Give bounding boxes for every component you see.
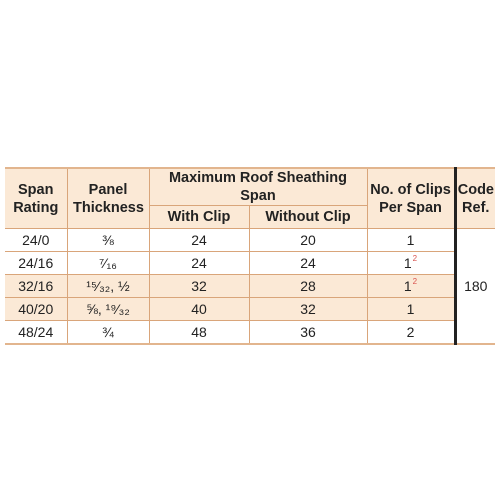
clips-value: 1 xyxy=(406,232,415,248)
cell-thickness: ¹⁵⁄₃₂, ½ xyxy=(67,275,149,298)
header-span-rating xyxy=(5,168,67,229)
cell-span-rating: 40/20 xyxy=(5,298,67,321)
cell-span-rating: 48/24 xyxy=(5,321,67,345)
roof-sheathing-span-table xyxy=(5,167,495,345)
cell-without-clip: 32 xyxy=(249,298,367,321)
cell-without-clip: 20 xyxy=(249,229,367,252)
cell-code-ref: 180 xyxy=(455,229,495,345)
footnote-marker: 2 xyxy=(412,277,418,286)
cell-with-clip: 24 xyxy=(149,229,249,252)
header-with-clip: With Clip xyxy=(149,206,249,229)
cell-with-clip: 40 xyxy=(149,298,249,321)
header-without-clip: Without Clip xyxy=(249,206,367,229)
header-max-span xyxy=(149,168,367,206)
footnote-marker: 2 xyxy=(412,254,418,263)
cell-without-clip: 28 xyxy=(249,275,367,298)
cell-without-clip: 24 xyxy=(249,252,367,275)
cell-thickness: ⅜ xyxy=(67,229,149,252)
cell-clips xyxy=(367,298,455,321)
header-code-ref-label: Code Ref. xyxy=(457,181,494,216)
clips-value: 1 xyxy=(403,255,412,271)
header-panel-thickness-label: Panel Thickness xyxy=(73,181,144,216)
cell-thickness: ⅝, ¹⁹⁄₃₂ xyxy=(67,298,149,321)
cell-thickness: ¾ xyxy=(67,321,149,345)
header-span-rating-label: Span Rating xyxy=(13,181,59,216)
table-row xyxy=(5,275,495,298)
cell-clips xyxy=(367,252,455,275)
cell-thickness: ⁷⁄₁₆ xyxy=(67,252,149,275)
header-panel-thickness xyxy=(67,168,149,229)
cell-with-clip: 48 xyxy=(149,321,249,345)
header-clips-per-span xyxy=(367,168,455,229)
header-clips-per-span-label: No. of Clips Per Span xyxy=(370,181,451,216)
clips-value: 1 xyxy=(406,301,415,317)
header-max-span-label: Maximum Roof Sheathing Span xyxy=(168,170,348,204)
table-row xyxy=(5,298,495,321)
cell-span-rating: 24/0 xyxy=(5,229,67,252)
cell-clips xyxy=(367,229,455,252)
clips-value: 2 xyxy=(406,324,415,340)
cell-span-rating: 24/16 xyxy=(5,252,67,275)
table-row xyxy=(5,321,495,345)
cell-span-rating: 32/16 xyxy=(5,275,67,298)
cell-without-clip: 36 xyxy=(249,321,367,345)
header-code-ref xyxy=(455,168,495,229)
clips-value: 1 xyxy=(403,278,412,294)
table-row xyxy=(5,229,495,252)
cell-clips xyxy=(367,275,455,298)
cell-clips xyxy=(367,321,455,345)
table-row xyxy=(5,252,495,275)
cell-with-clip: 32 xyxy=(149,275,249,298)
cell-with-clip: 24 xyxy=(149,252,249,275)
